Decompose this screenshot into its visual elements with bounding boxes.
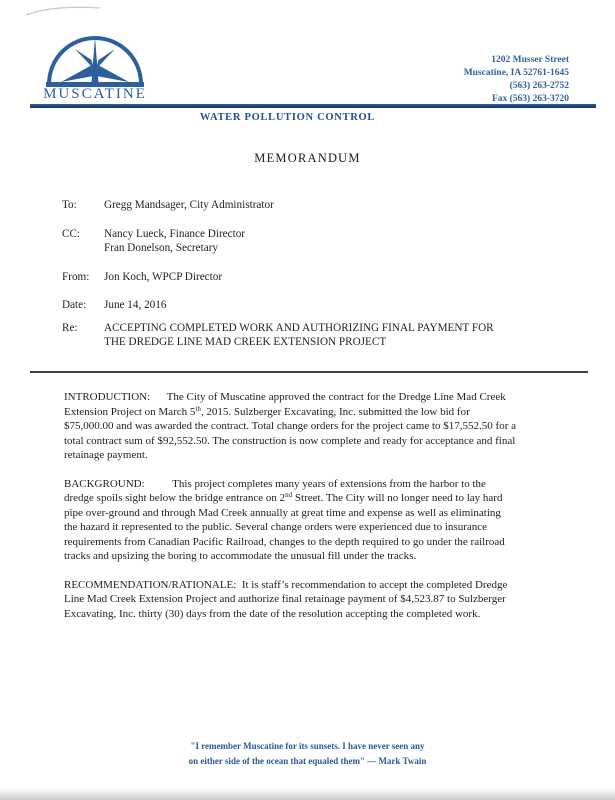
memo-body: [64, 390, 516, 635]
field-value-to: Gregg Mandsager, City Administrator: [104, 199, 274, 211]
field-value-re: [104, 321, 562, 349]
cc-line: Nancy Lueck, Finance Director: [104, 228, 246, 240]
memo-fields: [62, 198, 562, 349]
field-value-from: Jon Koch, WPCP Director: [104, 271, 223, 283]
scan-artifact-mark: [24, 2, 104, 18]
memo-title: MEMORANDUM: [254, 151, 361, 165]
paragraph-recommendation: RECOMMENDATION/RATIONALE: It is staff’s recommendation to accept the completed Dredge Line Mad Creek Extension Project and authorize final retainage payment of $4,523.87 to Sulzberger Excavating, Inc. thirty (30) days from the date of the resolution accepting the completed work.: [64, 578, 508, 620]
address-line: Muscatine, IA 52761-1645: [463, 68, 569, 78]
logo-wordmark: MUSCATINE: [43, 86, 147, 102]
field-label-re: Re:: [62, 322, 78, 334]
department-title: WATER POLLUTION CONTROL: [199, 112, 376, 123]
field-label-from: From:: [62, 271, 90, 283]
address-line: (563) 263-2752: [509, 81, 569, 91]
address-line: 1202 Musser Street: [491, 55, 569, 65]
re-line: ACCEPTING COMPLETED WORK AND AUTHORIZING FINAL PAYMENT FOR: [104, 322, 494, 334]
re-line: THE DREDGE LINE MAD CREEK EXTENSION PROJECT: [104, 336, 387, 348]
address-line: Fax (563) 263-3720: [491, 94, 569, 104]
field-row-from: [62, 270, 562, 284]
field-label-to: To:: [62, 199, 77, 211]
field-value-cc: [104, 227, 562, 255]
field-label-date: Date:: [62, 299, 87, 311]
letterhead-rule: [30, 104, 596, 108]
quote-line: "I remember Muscatine for its sunsets. I have never seen any: [190, 741, 425, 751]
scan-artifact-bottom-edge: [0, 788, 615, 800]
paragraph-introduction: INTRODUCTION: The City of Muscatine approved the contract for the Dredge Line Mad Creek Extension Project on March 5th, 2015. Sulzberger Excavating, Inc. submitted the low bid for $75,000.00 and was awarded the contract. Total change orders for the project came to $17,552.50 for a total contract sum of $92,552.50. The construction is now complete and ready for acceptance and final retainage payment.: [64, 391, 517, 461]
field-value-date: June 14, 2016: [104, 299, 167, 311]
memo-separator-rule: [30, 371, 588, 373]
field-row-date: [62, 298, 562, 312]
paragraph-background: BACKGROUND: This project completes many years of extensions from the harbor to the dredge spoils sight below the bridge entrance on 2nd Street. The City will no longer need to lay hard pipe over-ground and through Mad Creek annually at great time and expense as well as eliminating the hazard it represented to the public. Several change orders were experienced due to insurance requirements from Canadian Pacific Railroad, changes to the depth required to go under the railroad tracks and upsizing the boring to accommodate the unusual fill under the tracks.: [64, 477, 505, 562]
address-block: [464, 54, 569, 106]
field-label-cc: CC:: [62, 228, 81, 240]
field-row-re: [62, 321, 562, 349]
footer-quote: [0, 739, 615, 769]
quote-line: on either side of the ocean that equaled them" — Mark Twain: [188, 756, 427, 766]
muscatine-dome-icon: [42, 36, 148, 88]
field-row-to: [62, 198, 562, 212]
field-row-cc: [62, 227, 562, 255]
cc-line: Fran Donelson, Secretary: [104, 242, 219, 254]
